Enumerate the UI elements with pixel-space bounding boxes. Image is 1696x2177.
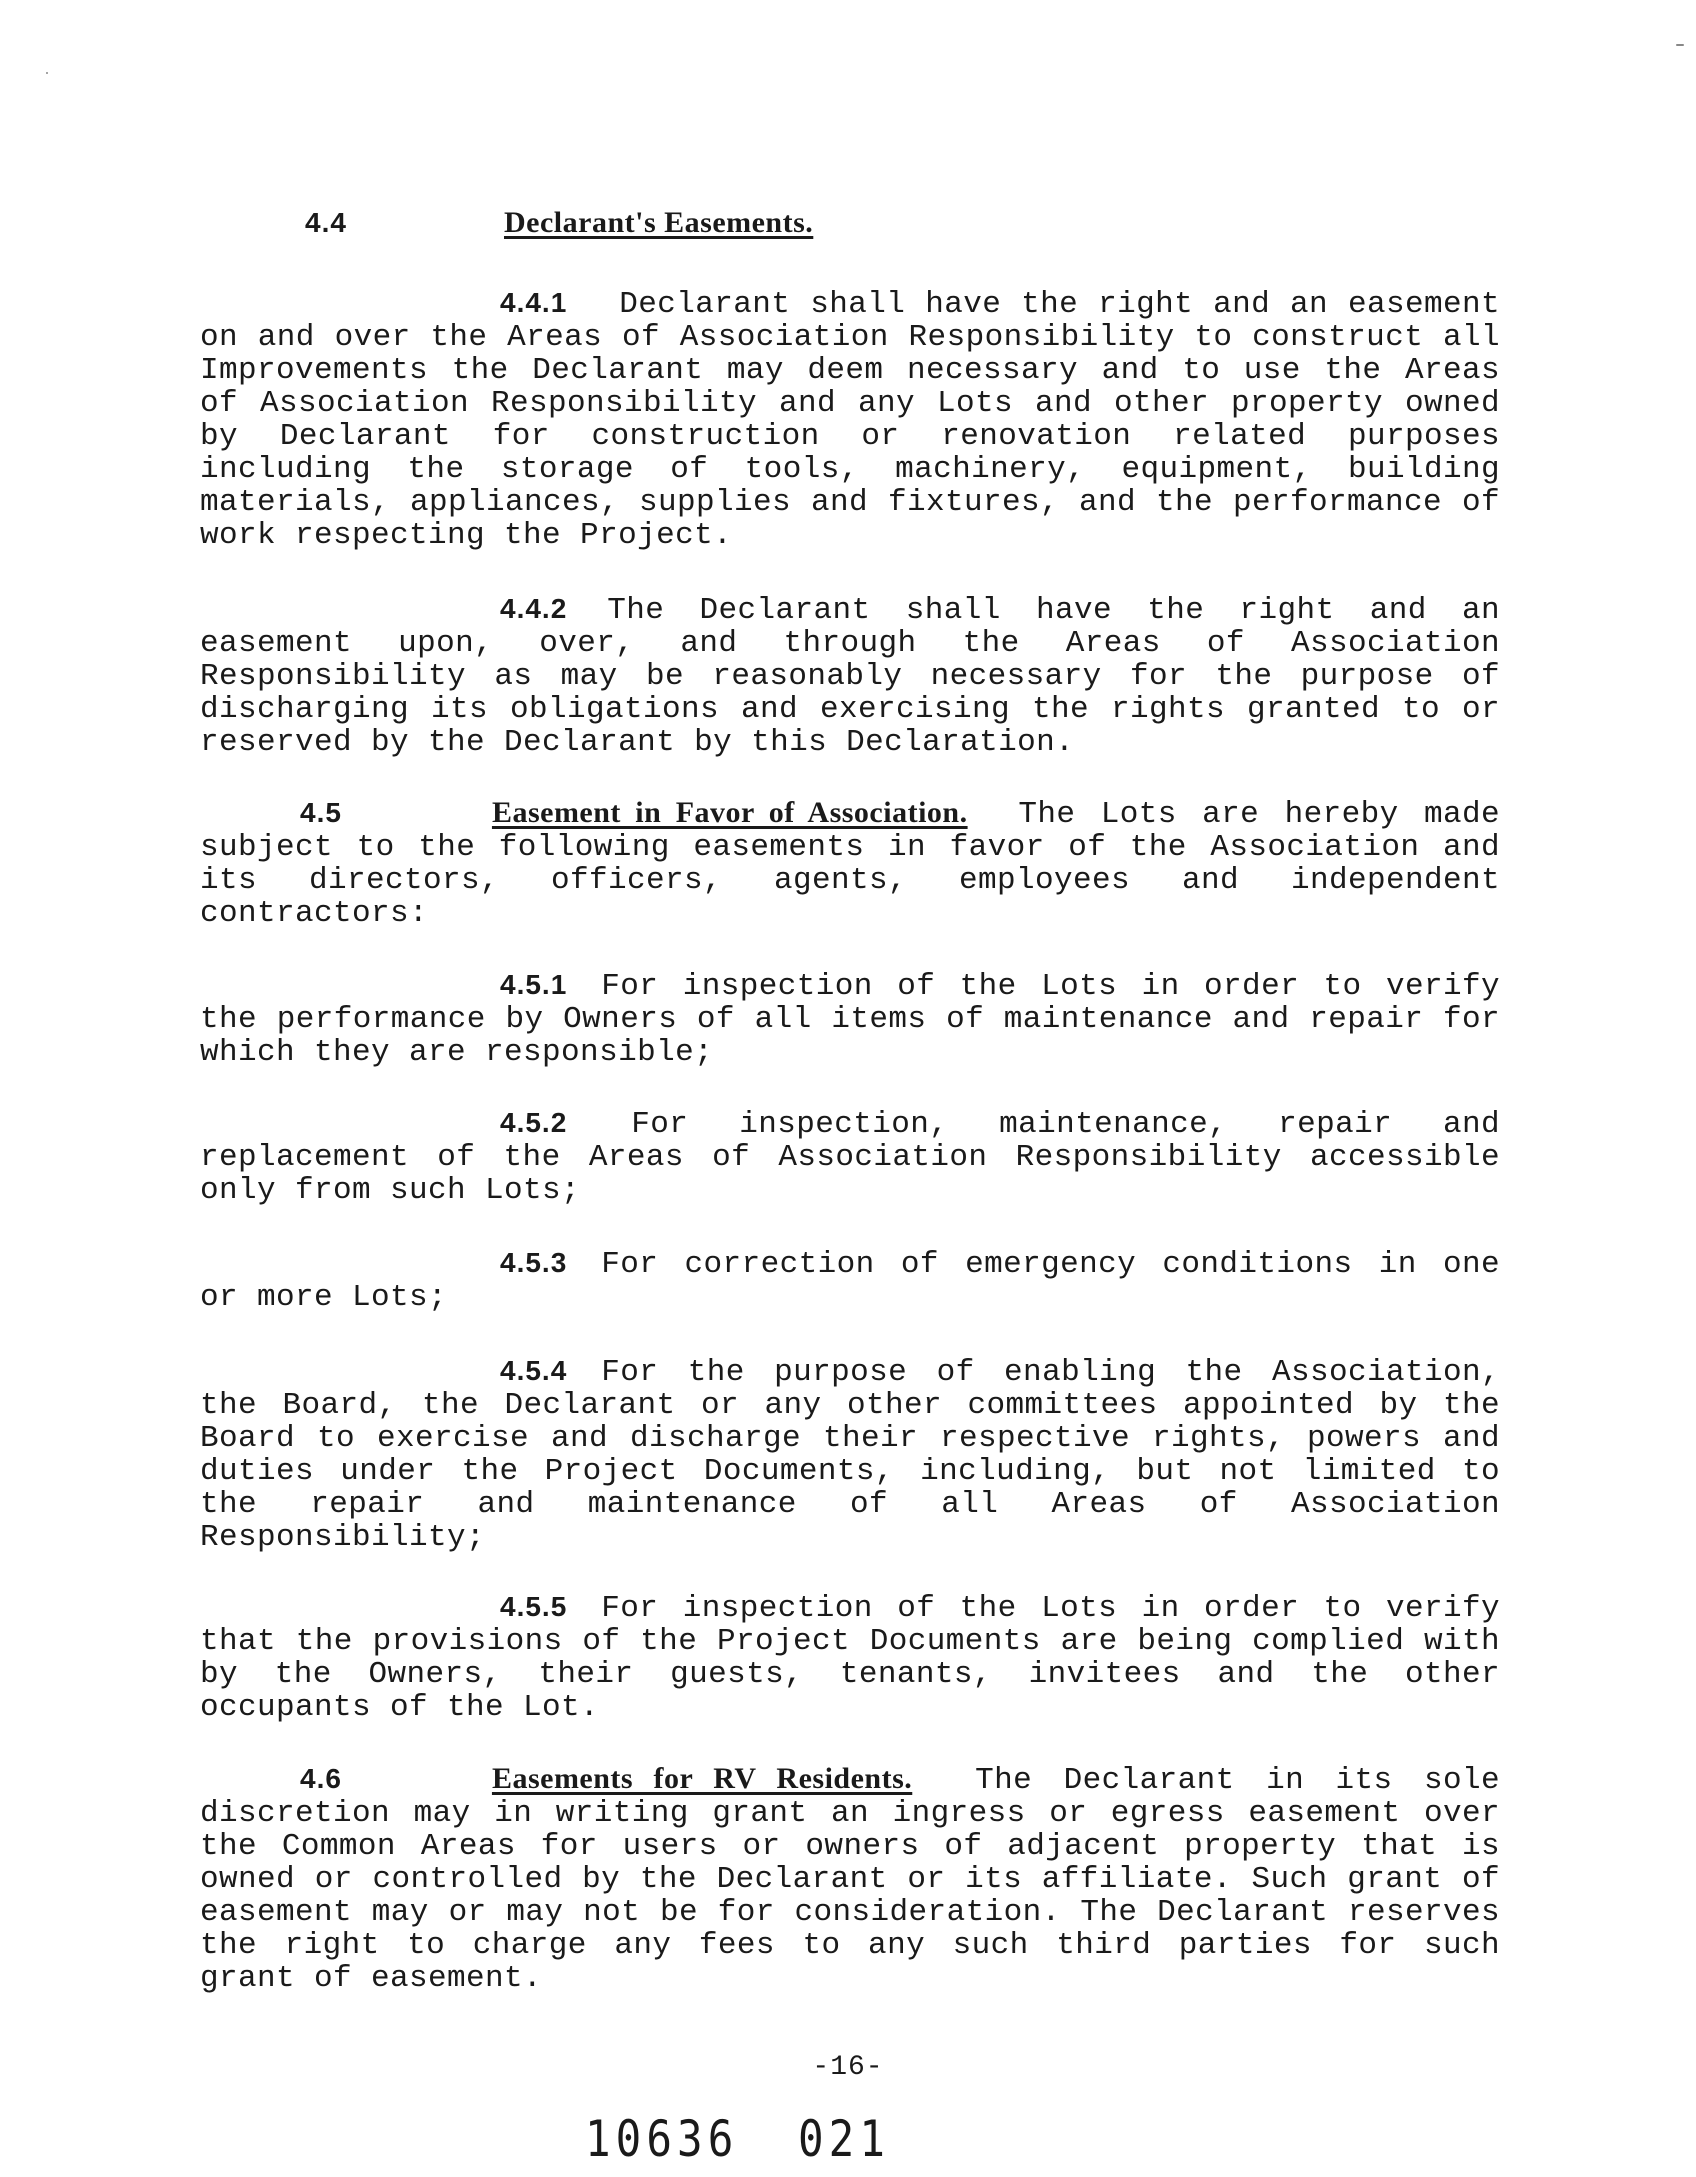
- paragraph-4-4-2: [200, 592, 1500, 759]
- paragraph-text: For inspection of the Lots in order to verify that the provisions of the Project Documents are being complied with by the Owners, their guests, tenants, invitees and the other occupants of the Lot.: [200, 1591, 1500, 1725]
- section-heading: Easements for RV Residents.: [491, 1762, 913, 1795]
- stamp-book-number: 10636: [585, 2110, 739, 2168]
- paragraph-4-5-4: [200, 1354, 1500, 1554]
- paragraph-number: 4.5.5: [500, 1591, 568, 1622]
- paragraph-4-4-1: [200, 286, 1500, 552]
- section-heading: Declarant's Easements.: [504, 206, 814, 239]
- paragraph-text: Declarant shall have the right and an easement on and over the Areas of Association Responsibility to construct all Improvements the Declarant may deem necessary and to use the Areas of Association Responsibility and any Lots and other property owned by Declarant for construction or renovation related purposes including the storage of tools, machinery, equipment, building materials, appliances, supplies and fixtures, and the performance of work respecting the Project.: [200, 287, 1500, 553]
- paragraph-number: 4.5.2: [500, 1107, 568, 1138]
- paragraph-4-5-2: [200, 1106, 1500, 1207]
- paragraph-4-6: [200, 1762, 1500, 1995]
- scan-speck: [46, 72, 48, 74]
- stamp-page-number: 021: [797, 2110, 891, 2168]
- paragraph-text: For correction of emergency conditions in one or more Lots;: [200, 1247, 1500, 1315]
- section-heading: Easement in Favor of Association.: [491, 796, 968, 829]
- paragraph-4-5-1: [200, 968, 1500, 1069]
- section-number: 4.4: [305, 207, 347, 238]
- paragraph-text: The Declarant in its sole discretion may in writing grant an ingress or egress easement over the Common Areas for users or owners of adjacent property that is owned or controlled by the Declarant or its affiliate. Such grant of easement may or may not be for consideration. The Declarant reserves the right to charge any fees to any such third parties for such grant of easement.: [200, 1763, 1500, 1996]
- paragraph-number: 4.4.1: [500, 287, 568, 318]
- paragraph-text: For inspection of the Lots in order to verify the performance by Owners of all items of maintenance and repair for which they are responsible;: [200, 969, 1500, 1070]
- paragraph-number: 4.5.1: [500, 969, 568, 1000]
- paragraph-number: 4.4.2: [500, 593, 568, 624]
- paragraph-text: For inspection, maintenance, repair and replacement of the Areas of Association Responsibility accessible only from such Lots;: [200, 1107, 1500, 1208]
- page-number: -16-: [812, 2052, 884, 2083]
- section-number: 4.5: [300, 797, 342, 828]
- recording-stamp: [585, 2110, 890, 2168]
- scan-speck: [1676, 44, 1684, 46]
- paragraph-text: For the purpose of enabling the Association, the Board, the Declarant or any other committees appointed by the Board to exercise and discharge their respective rights, powers and duties under the Project Documents, including, but not limited to the repair and maintenance of all Areas of Association Responsibility;: [200, 1355, 1500, 1555]
- paragraph-4-5: [200, 796, 1500, 930]
- paragraph-number: 4.5.4: [500, 1355, 568, 1386]
- paragraph-4-5-5: [200, 1590, 1500, 1724]
- paragraph-text: The Declarant shall have the right and an easement upon, over, and through the Areas of Association Responsibility as may be reasonably necessary for the purpose of discharging its obligations and exercising the rights granted to or reserved by the Declarant by this Declaration.: [200, 593, 1500, 760]
- paragraph-text: The Lots are hereby made subject to the following easements in favor of the Association and its directors, officers, agents, employees and independent contractors:: [200, 797, 1500, 931]
- paragraph-4-5-3: [200, 1246, 1500, 1314]
- section-number: 4.6: [300, 1763, 342, 1794]
- paragraph-number: 4.5.3: [500, 1247, 568, 1278]
